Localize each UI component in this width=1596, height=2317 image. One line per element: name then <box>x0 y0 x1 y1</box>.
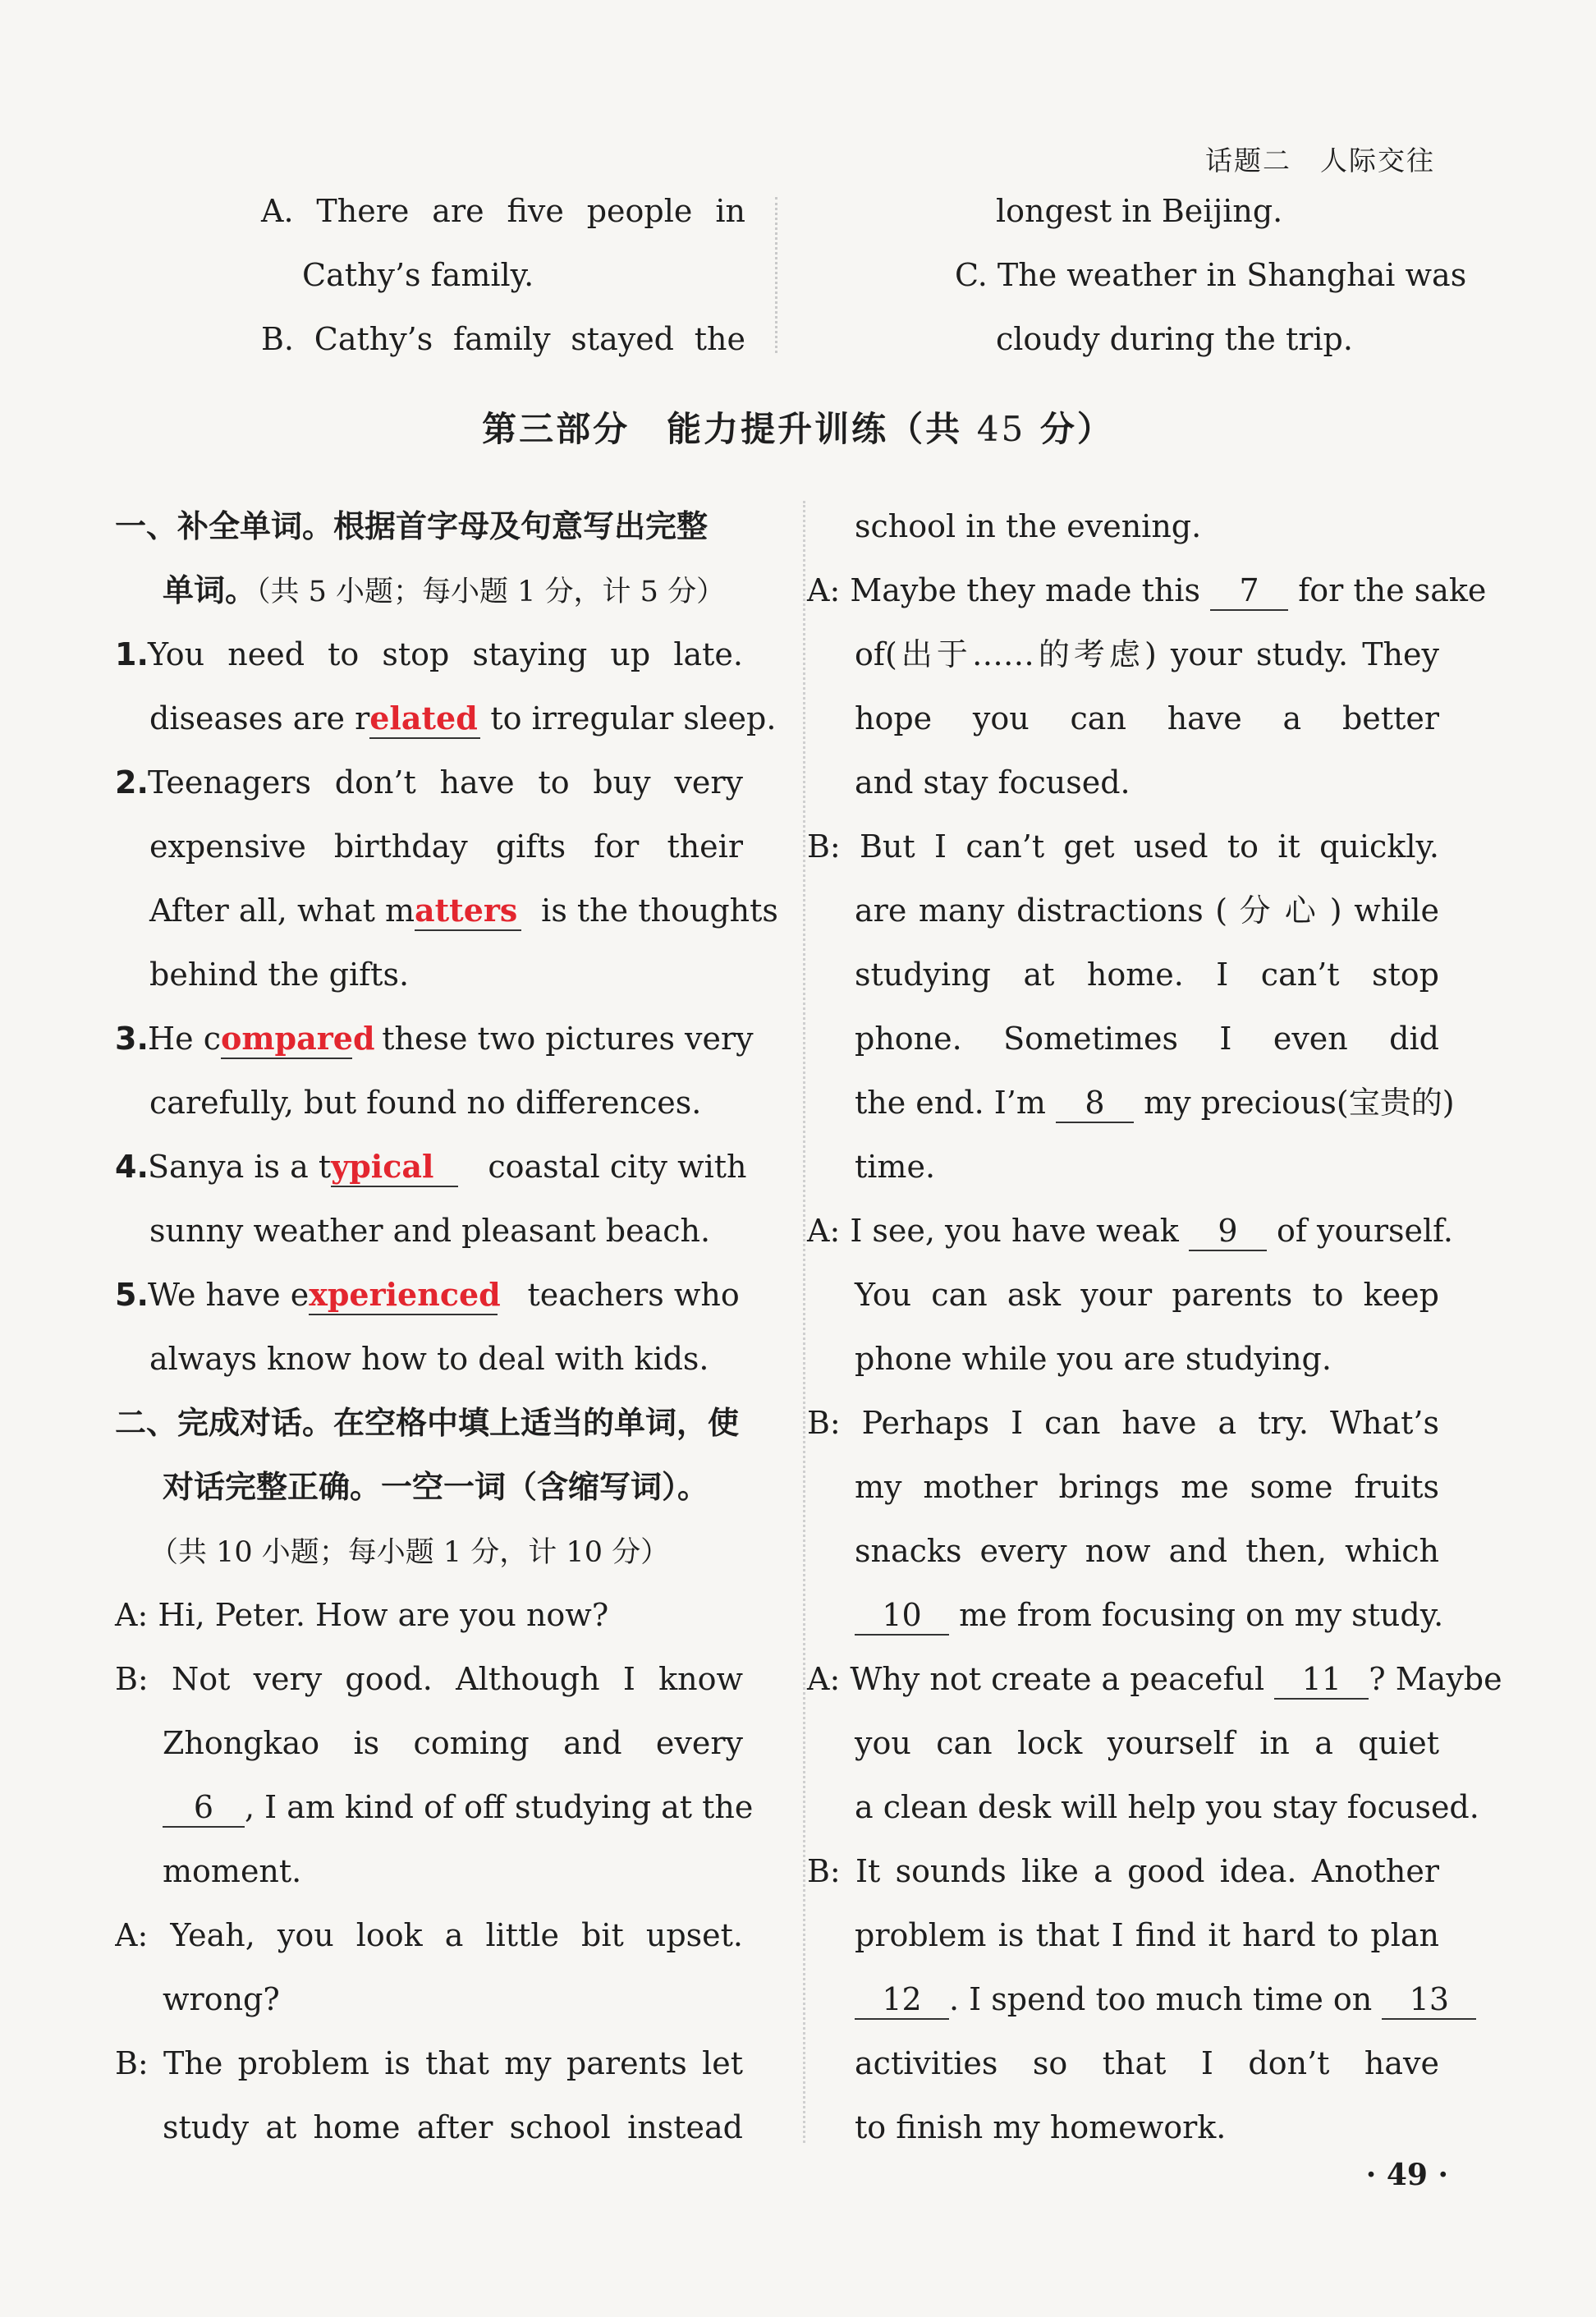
question-2-line2: expensive birthday gifts for their <box>149 828 743 865</box>
question-1: 1.You need to stop staying up late. <box>115 636 743 672</box>
question-1-line2: diseases are related to irregular sleep. <box>115 686 743 750</box>
dialogue-line-a5: A: Why not create a peaceful 11 ? Maybe <box>807 1647 1439 1711</box>
dialogue-line-b5-4: activities so that I don’t have <box>855 2045 1439 2081</box>
column-divider <box>803 501 805 2143</box>
section-title: 第三部分 能力提升训练（共 45 分） <box>482 409 1114 449</box>
dialogue-line-a3-2: of(出于……的考虑) your study. They <box>855 636 1439 672</box>
dialogue-line-b4: B: Perhaps I can have a try. What’s <box>807 1405 1439 1441</box>
option-b-line2: longest in Beijing. <box>996 193 1283 229</box>
part1-heading-line2: 单词。（共 5 小题；每小题 1 分，计 5 分） <box>163 572 726 608</box>
dialogue-line-a3-3: hope you can have a better <box>855 700 1439 736</box>
dialogue-line-a5-3: a clean desk will help you stay focused. <box>855 1789 1479 1825</box>
dialogue-line-b2-3: school in the evening. <box>855 508 1202 544</box>
dialogue-line-b5: B: It sounds like a good idea. Another <box>807 1853 1439 1889</box>
right-column <box>807 494 1502 2159</box>
dialogue-line-b3-6: time. <box>855 1149 936 1185</box>
blank-11: 11 <box>1274 1660 1369 1700</box>
blank-9: 9 <box>1189 1212 1267 1251</box>
dialogue-line-b1: B: Not very good. Although I know <box>115 1661 743 1697</box>
option-a-line2: Cathy’s family. <box>302 257 534 293</box>
question-5-line2: always know how to deal with kids. <box>149 1341 709 1377</box>
dialogue-line-b3: B: But I can’t get used to it quickly. <box>807 828 1439 865</box>
dialogue-line-a4: A: I see, you have weak 9 of yourself. <box>807 1199 1439 1263</box>
question-4-line2: sunny weather and pleasant beach. <box>149 1213 711 1249</box>
dialogue-line-a3-4: and stay focused. <box>855 764 1130 801</box>
option-c-line1: C. The weather in Shanghai was <box>955 257 1467 293</box>
dialogue-line-b2-2: study at home after school instead <box>163 2109 743 2145</box>
dialogue-line-a4-2: You can ask your parents to keep <box>855 1277 1439 1313</box>
page-header: 话题二 人际交往 <box>1205 145 1435 177</box>
dialogue-line-a3: A: Maybe they made this 7 for the sake <box>807 558 1439 622</box>
question-3-line2: carefully, but found no differences. <box>149 1085 702 1121</box>
answer-blank-4: ypical <box>331 1148 458 1187</box>
part2-heading-line3: （共 10 小题；每小题 1 分，计 10 分） <box>149 1536 670 1569</box>
question-5: 5.We have experienced teachers who <box>115 1263 743 1327</box>
blank-7: 7 <box>1210 571 1288 611</box>
column-divider-top <box>775 197 777 353</box>
question-2-line4: behind the gifts. <box>149 957 410 993</box>
blank-8: 8 <box>1056 1084 1134 1123</box>
answer-blank-3: ompared <box>221 1020 352 1059</box>
dialogue-line-b4-4: 10 me from focusing on my study. <box>807 1583 1439 1647</box>
option-b-line1: B. Cathy’s family stayed the <box>261 321 745 357</box>
dialogue-line-b5-2: problem is that I find it hard to plan <box>855 1917 1439 1953</box>
dialogue-line-a4-3: phone while you are studying. <box>855 1341 1332 1377</box>
dialogue-line-b3-3: studying at home. I can’t stop <box>855 957 1439 993</box>
part2-heading: 二、完成对话。在空格中填上适当的单词，使 <box>115 1405 740 1441</box>
dialogue-line-a2: A: Yeah, you look a little bit upset. <box>115 1917 743 1953</box>
answer-blank-1: elated <box>369 700 480 739</box>
dialogue-line-b4-2: my mother brings me some fruits <box>855 1469 1439 1505</box>
dialogue-line-b2: B: The problem is that my parents let <box>115 2045 743 2081</box>
blank-13: 13 <box>1382 1980 1476 2020</box>
part2-heading-line2: 对话完整正确。一空一词（含缩写词）。 <box>163 1469 709 1505</box>
dialogue-line-a5-2: you can lock yourself in a quiet <box>855 1725 1439 1761</box>
blank-12: 12 <box>855 1980 949 2020</box>
left-column <box>115 494 778 2159</box>
option-c-line2: cloudy during the trip. <box>996 321 1353 357</box>
part1-heading: 一、补全单词。根据首字母及句意写出完整 <box>115 508 709 544</box>
dialogue-line-b1-2: Zhongkao is coming and every <box>163 1725 743 1761</box>
blank-10: 10 <box>855 1596 949 1636</box>
option-a-line1: A. There are five people in <box>261 193 745 229</box>
page-number: · 49 · <box>1365 2158 1448 2192</box>
answer-blank-2: atters <box>415 892 521 931</box>
dialogue-line-b1-3: 6 , I am kind of off studying at the <box>115 1775 743 1839</box>
dialogue-line-b3-2: are many distractions ( 分 心 ) while <box>855 892 1439 929</box>
dialogue-line-b3-5: the end. I’m 8 my precious(宝贵的) <box>807 1071 1439 1135</box>
question-4: 4.Sanya is a typical coastal city with <box>115 1135 743 1199</box>
dialogue-line-b1-4: moment. <box>163 1853 302 1889</box>
blank-6: 6 <box>163 1788 245 1828</box>
dialogue-line-b5-3: 12 . I spend too much time on 13 <box>807 1967 1439 2031</box>
question-2-line3: After all, what matters is the thoughts <box>115 879 743 943</box>
question-3: 3.He compared these two pictures very <box>115 1007 743 1071</box>
answer-blank-5: xperienced <box>309 1276 498 1315</box>
dialogue-line-b4-3: snacks every now and then, which <box>855 1533 1439 1569</box>
dialogue-line-a1: A: Hi, Peter. How are you now? <box>115 1597 609 1633</box>
question-2: 2.Teenagers don’t have to buy very <box>115 764 743 801</box>
dialogue-line-b3-4: phone. Sometimes I even did <box>855 1021 1439 1057</box>
dialogue-line-b5-5: to finish my homework. <box>855 2109 1227 2145</box>
dialogue-line-a2-2: wrong? <box>163 1981 280 2017</box>
